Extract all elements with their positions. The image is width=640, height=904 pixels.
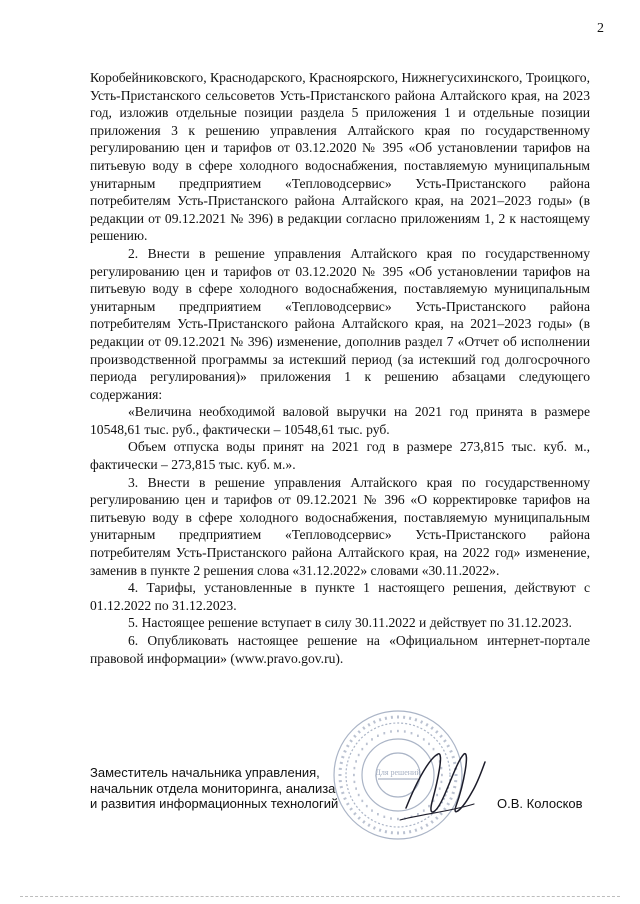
paragraph-continuation: Коробейниковского, Краснодарского, Красноярского, Нижнегусихинского, Троицкого, Усть-Пристанского сельсоветов Усть-Пристанского района Алтайского края, на 2023 год, изложив отдельные позиции раздела 5 приложения 1 и отдельные позиции приложения 3 к решению управления Алтайского края по государственному регулированию цен и тарифов от 03.12.2020 № 395 «Об установлении тарифов на питьевую воду в сфере холодного водоснабжения, поставляемую муниципальным унитарным предприятием «Тепловодсервис» Усть-Пристанского района потребителям Усть-Пристанского района Алтайского края, на 2021–2023 годы» (в редакции от 09.12.2021 № 396) в редакции согласно приложениям 1, 2 к настоящему решению. (90, 70, 590, 244)
seal-center-text: Для решений (375, 768, 421, 777)
page-number: 2 (597, 21, 604, 36)
body-text (90, 69, 590, 667)
paragraph-item-4: 4. Тарифы, установленные в пункте 1 настоящего решения, действуют с 01.12.2022 по 31.12.2023. (90, 580, 590, 613)
signatory-title-line: и развития информационных технологий (90, 796, 339, 811)
signatory-title (90, 765, 390, 812)
paragraph-item-5: 5. Настоящее решение вступает в силу 30.11.2022 и действует по 31.12.2023. (128, 615, 572, 631)
signatory-title-line: начальник отдела мониторинга, анализа (90, 780, 336, 796)
paragraph-quote-volume: Объем отпуска воды принят на 2021 год в размере 273,815 тыс. куб. м., фактически – 273,815 тыс. куб. м.». (90, 439, 590, 473)
paragraph-item-6: 6. Опубликовать настоящее решение на «Официальном интернет-портале правовой информации» (www.pravo.gov.ru). (90, 633, 590, 666)
handwritten-signature-icon (392, 740, 492, 835)
signatory-title-line: Заместитель начальника управления, (90, 765, 320, 780)
paragraph-item-3: 3. Внести в решение управления Алтайского края по государственному регулированию цен и тарифов от 09.12.2021 № 396 «О корректировке тарифов на питьевую воду в сфере холодного водоснабжения, поставляемую муниципальным унитарным предприятием «Тепловодсервис» Усть-Пристанского района потребителям Усть-Пристанского района Алтайского края, на 2022 год» изменение, заменив в пункте 2 решения слова «31.12.2022» словами «30.11.2022». (90, 474, 590, 578)
paragraph-quote-revenue: «Величина необходимой валовой выручки на 2021 год принята в размере 10548,61 тыс. руб., фактически – 10548,61 тыс. руб. (90, 404, 590, 437)
signatory-name: О.В. Колосков (497, 796, 583, 811)
page-bottom-edge (20, 896, 620, 897)
paragraph-item-2: 2. Внести в решение управления Алтайского края по государственному регулированию цен и тарифов от 03.12.2020 № 395 «Об установлении тарифов на питьевую воду в сфере холодного водоснабжения, поставляемую муниципальным унитарным предприятием «Тепловодсервис» Усть-Пристанского района потребителям Усть-Пристанского района Алтайского края, на 2021–2023 годы» (в редакции от 09.12.2021 № 396) изменение, дополнив раздел 7 «Отчет об исполнении производственной программы за истекший период (за истекший год долгосрочного периода регулирования)» приложения 1 к решению абзацами следующего содержания: (90, 245, 590, 402)
